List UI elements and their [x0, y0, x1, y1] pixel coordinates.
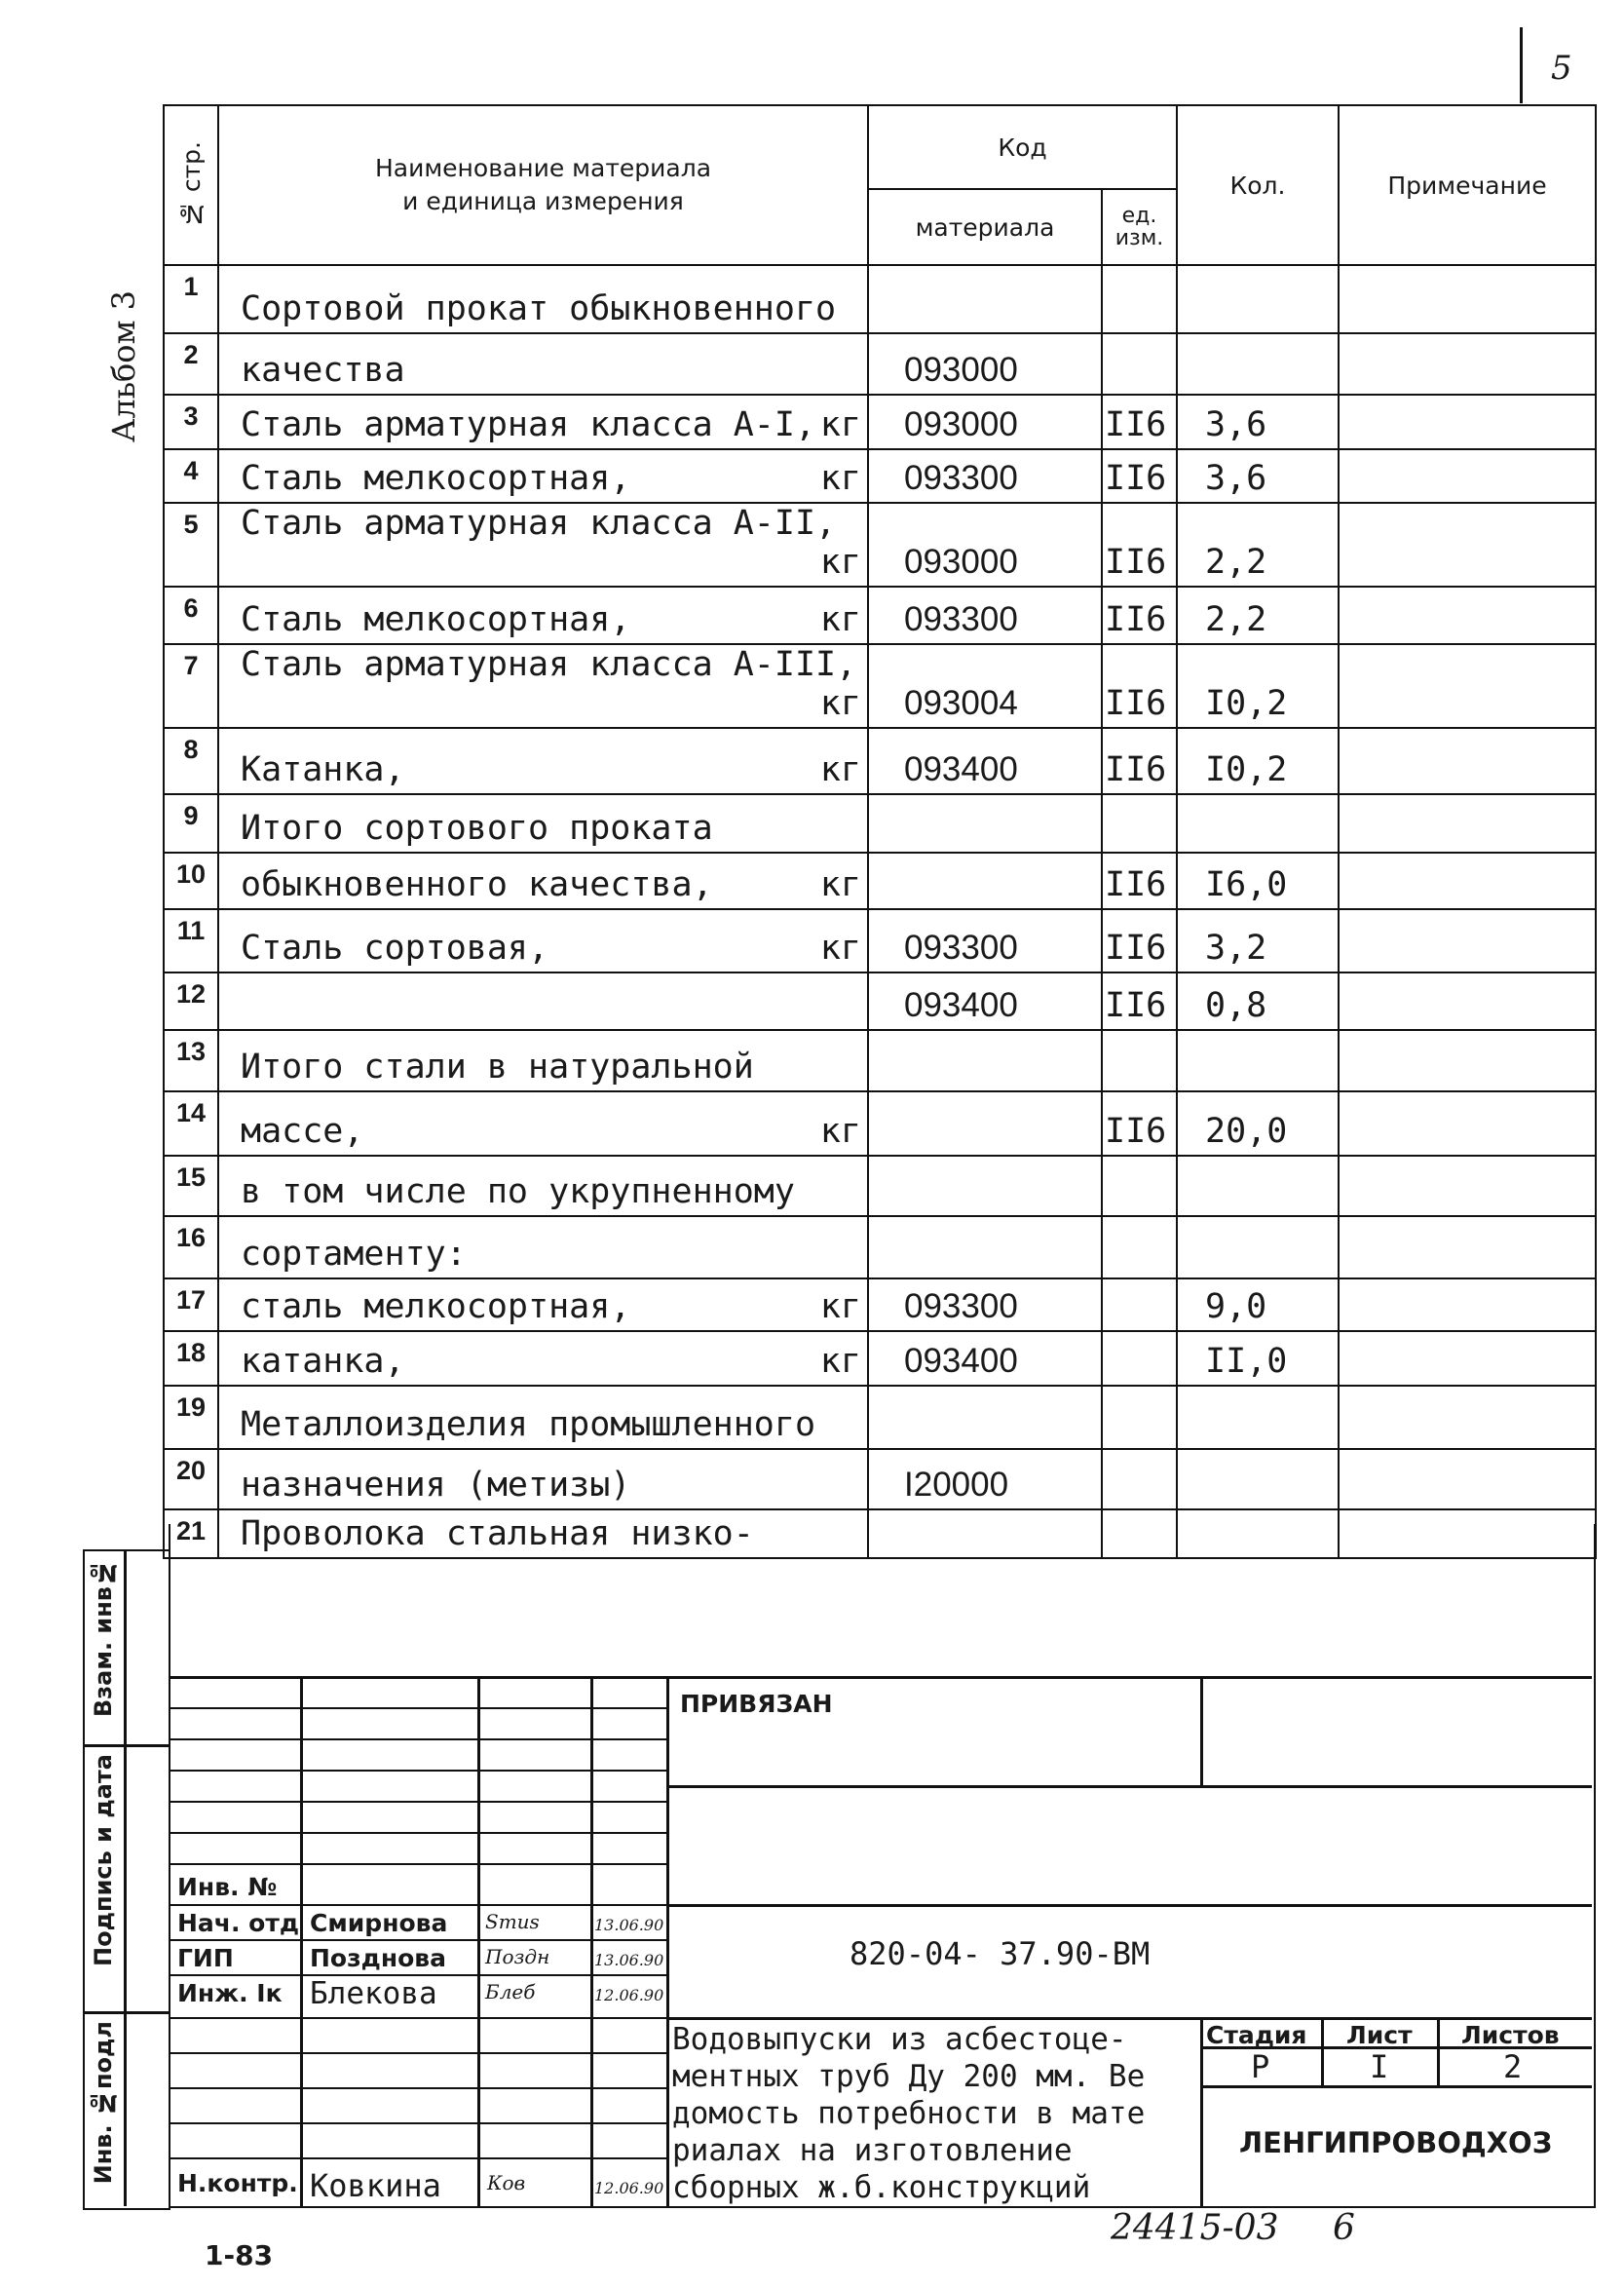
material-code [868, 794, 1102, 853]
side-stamp-podpis-data: Подпись и дата [90, 1754, 117, 1966]
material-name-cell [218, 972, 868, 1030]
row-number: 5 [164, 503, 218, 587]
page-number-divider [1520, 27, 1523, 103]
material-unit: кг [819, 600, 861, 639]
material-name-cell [218, 794, 868, 853]
signatory-role: ГИП [177, 1944, 234, 1972]
table-row [164, 644, 1596, 728]
row-number: 13 [164, 1030, 218, 1091]
unit-code [1102, 1278, 1177, 1331]
n-kontr-name: Ковкина [310, 2167, 441, 2204]
n-kontr-signature: Ков [487, 2171, 526, 2194]
unit-code: II6 [1102, 449, 1177, 503]
material-name-cell [218, 1449, 868, 1509]
note-cell [1339, 853, 1596, 909]
material-name: Сталь арматурная класса А-II, [241, 504, 837, 543]
quantity [1177, 794, 1339, 853]
quantity: 3,2 [1177, 909, 1339, 972]
material-name: обыкновенного качества, [241, 865, 713, 904]
material-code: 093004 [868, 644, 1102, 728]
signatory-role: Инж. Iк [177, 1979, 283, 2007]
row-number: 7 [164, 644, 218, 728]
signatory-signature: Пoздн [485, 1945, 550, 1968]
document-description [672, 2021, 1145, 2206]
table-row [164, 1216, 1596, 1278]
quantity [1177, 1156, 1339, 1216]
quantity: 9,0 [1177, 1278, 1339, 1331]
sheet-label: Лист [1346, 2021, 1413, 2049]
material-code: 093400 [868, 728, 1102, 794]
material-name-cell [218, 1386, 868, 1449]
table-row [164, 503, 1596, 587]
note-cell [1339, 449, 1596, 503]
table-row [164, 853, 1596, 909]
table-row [164, 587, 1596, 644]
quantity: 20,0 [1177, 1091, 1339, 1156]
row-number: 6 [164, 587, 218, 644]
unit-code: II6 [1102, 909, 1177, 972]
row-number: 18 [164, 1331, 218, 1386]
material-code [868, 1030, 1102, 1091]
table-row [164, 1030, 1596, 1091]
header-code-unit: ед. изм. [1102, 189, 1177, 265]
row-number: 4 [164, 449, 218, 503]
material-name: сортаменту: [241, 1235, 467, 1274]
description-line: сборных ж.б.конструкций [672, 2170, 1091, 2205]
header-row-no [164, 105, 218, 265]
sheets-label: Листов [1461, 2021, 1560, 2049]
quantity: I6,0 [1177, 853, 1339, 909]
material-name-cell [218, 644, 868, 728]
row-number: 9 [164, 794, 218, 853]
row-number: 16 [164, 1216, 218, 1278]
table-row [164, 1331, 1596, 1386]
table-row [164, 333, 1596, 395]
row-number: 10 [164, 853, 218, 909]
organization-name: ЛЕНГИПРОВОДХОЗ [1239, 2126, 1553, 2159]
row-number: 11 [164, 909, 218, 972]
material-code: I20000 [868, 1449, 1102, 1509]
signatory-name: Блекова [310, 1976, 437, 2011]
materials-table [163, 104, 1597, 1559]
quantity [1177, 265, 1339, 333]
table-header-row [164, 105, 1596, 189]
note-cell [1339, 503, 1596, 587]
material-name: Сталь мелкосортная, [241, 459, 631, 498]
note-cell [1339, 395, 1596, 449]
table-row [164, 265, 1596, 333]
material-name-cell [218, 1216, 868, 1278]
description-line: ментных труб Ду 200 мм. Ве [672, 2059, 1146, 2094]
material-name: Сталь арматурная класса А-I, [241, 405, 816, 444]
note-cell [1339, 909, 1596, 972]
unit-code: II6 [1102, 853, 1177, 909]
material-name: Сталь мелкосортная, [241, 600, 631, 639]
description-line: домость потребности в мате [672, 2096, 1146, 2131]
note-cell [1339, 1449, 1596, 1509]
material-name-cell [218, 449, 868, 503]
note-cell [1339, 1091, 1596, 1156]
material-name: назначения (метизы) [241, 1466, 631, 1505]
material-code: 093000 [868, 333, 1102, 395]
material-name: Сталь сортовая, [241, 929, 549, 968]
quantity: 3,6 [1177, 449, 1339, 503]
note-cell [1339, 1278, 1596, 1331]
header-name: Наименование материала и единица измерения [218, 105, 868, 265]
material-code [868, 1216, 1102, 1278]
note-cell [1339, 587, 1596, 644]
table-row [164, 972, 1596, 1030]
description-line: Водовыпуски из асбестоце- [672, 2022, 1127, 2057]
signatory-date: 13.06.90 [594, 1916, 664, 1934]
material-name: сталь мелкосортная, [241, 1287, 631, 1326]
table-row [164, 794, 1596, 853]
unit-code: II6 [1102, 395, 1177, 449]
material-code: 093400 [868, 1331, 1102, 1386]
quantity [1177, 1449, 1339, 1509]
header-qty: Кол. [1177, 105, 1339, 265]
material-code: 093300 [868, 587, 1102, 644]
material-name: Металлоизделия промышленного [241, 1405, 816, 1444]
material-code [868, 1386, 1102, 1449]
material-unit: кг [819, 1287, 861, 1326]
privyazan-label: ПРИВЯЗАН [680, 1690, 833, 1718]
note-cell [1339, 1331, 1596, 1386]
material-name: качества [241, 351, 405, 390]
material-name: в том числе по укрупненному [241, 1172, 795, 1211]
unit-code: II6 [1102, 503, 1177, 587]
footer-copy: 6 [1333, 2208, 1355, 2248]
quantity: 2,2 [1177, 587, 1339, 644]
quantity: I0,2 [1177, 728, 1339, 794]
row-number: 1 [164, 265, 218, 333]
material-name: Катанка, [241, 750, 405, 789]
material-unit: кг [819, 405, 861, 444]
quantity: 0,8 [1177, 972, 1339, 1030]
table-row [164, 1449, 1596, 1509]
unit-code: II6 [1102, 587, 1177, 644]
unit-code [1102, 1331, 1177, 1386]
unit-code [1102, 265, 1177, 333]
material-name-cell [218, 728, 868, 794]
unit-code: II6 [1102, 728, 1177, 794]
note-cell [1339, 644, 1596, 728]
row-number: 20 [164, 1449, 218, 1509]
material-unit: кг [819, 1112, 861, 1151]
doc-code-text: 820-04- 37.90-ВМ [850, 1935, 1151, 1972]
header-code: Код [868, 105, 1177, 189]
row-number: 19 [164, 1386, 218, 1449]
note-cell [1339, 972, 1596, 1030]
note-cell [1339, 333, 1596, 395]
material-unit: кг [819, 750, 861, 789]
unit-code [1102, 1030, 1177, 1091]
unit-code [1102, 794, 1177, 853]
signatory-name: Смирнова [310, 1909, 448, 1937]
material-name-cell [218, 503, 868, 587]
row-number: 8 [164, 728, 218, 794]
material-name-cell [218, 587, 868, 644]
material-name: Проволока стальная низко- [241, 1514, 754, 1553]
table-row [164, 1091, 1596, 1156]
note-cell [1339, 794, 1596, 853]
quantity: I0,2 [1177, 644, 1339, 728]
quantity: 2,2 [1177, 503, 1339, 587]
stage-value: Р [1251, 2048, 1270, 2085]
inv-no-label: Инв. № [177, 1873, 278, 1901]
table-row [164, 449, 1596, 503]
row-number: 21 [164, 1509, 218, 1558]
unit-code: II6 [1102, 1091, 1177, 1156]
material-code: 093400 [868, 972, 1102, 1030]
footer-left: 1-83 [205, 2239, 274, 2271]
material-code: 093300 [868, 909, 1102, 972]
quantity: II,0 [1177, 1331, 1339, 1386]
quantity [1177, 1030, 1339, 1091]
sheets-value: 2 [1503, 2048, 1523, 2085]
material-name-cell [218, 853, 868, 909]
table-row [164, 1156, 1596, 1216]
material-unit: кг [819, 865, 861, 904]
material-code [868, 265, 1102, 333]
unit-code: II6 [1102, 644, 1177, 728]
note-cell [1339, 1030, 1596, 1091]
row-number: 14 [164, 1091, 218, 1156]
row-number: 3 [164, 395, 218, 449]
material-name: Сортовой прокат обыкновенного [241, 289, 837, 328]
unit-code [1102, 1156, 1177, 1216]
material-name-cell [218, 265, 868, 333]
unit-code [1102, 1386, 1177, 1449]
header-note: Примечание [1339, 105, 1596, 265]
material-name-cell [218, 1156, 868, 1216]
signatory-date: 12.06.90 [594, 1986, 664, 2004]
material-name-cell [218, 909, 868, 972]
note-cell [1339, 1156, 1596, 1216]
signatory-role: Нач. отд [177, 1909, 300, 1937]
signatory-name: Позднова [310, 1944, 446, 1972]
unit-code [1102, 1216, 1177, 1278]
signatory-signature: Блеб [485, 1980, 536, 2003]
note-cell [1339, 1386, 1596, 1449]
material-unit: кг [819, 684, 861, 723]
quantity: 3,6 [1177, 395, 1339, 449]
side-stamp-inv-podl: Инв. №подл [90, 2021, 117, 2185]
quantity [1177, 1386, 1339, 1449]
n-kontr-role: Н.контр. [177, 2169, 298, 2197]
material-name-cell [218, 1030, 868, 1091]
header-code-material: материала [868, 189, 1102, 265]
material-name-cell [218, 1278, 868, 1331]
unit-code: II6 [1102, 972, 1177, 1030]
album-label: Альбом 3 [105, 290, 142, 442]
material-code: 093000 [868, 395, 1102, 449]
row-number: 17 [164, 1278, 218, 1331]
n-kontr-date: 12.06.90 [594, 2179, 664, 2197]
table-row [164, 1278, 1596, 1331]
quantity [1177, 1216, 1339, 1278]
material-name: катанка, [241, 1342, 405, 1381]
doc-code [850, 1935, 1150, 1972]
material-unit: кг [819, 543, 861, 582]
note-cell [1339, 1216, 1596, 1278]
material-code: 093300 [868, 1278, 1102, 1331]
description-line: риалах на изготовление [672, 2133, 1073, 2168]
material-code: 093000 [868, 503, 1102, 587]
header-row-no-text: № стр. [176, 141, 206, 229]
signatory-signature: Smus [485, 1910, 540, 1933]
note-cell [1339, 265, 1596, 333]
side-stamp-vzam-inv: Взам. инв№ [90, 1559, 117, 1718]
table-row [164, 728, 1596, 794]
material-code [868, 1091, 1102, 1156]
stage-label: Стадия [1206, 2021, 1307, 2049]
row-number: 2 [164, 333, 218, 395]
sheet-value: I [1370, 2048, 1389, 2085]
material-name-cell [218, 395, 868, 449]
material-code [868, 853, 1102, 909]
material-name: массе, [241, 1112, 364, 1151]
table-row [164, 1386, 1596, 1449]
unit-code [1102, 333, 1177, 395]
unit-code [1102, 1449, 1177, 1509]
material-unit: кг [819, 459, 861, 498]
material-name: Сталь арматурная класса А-III, [241, 645, 857, 684]
material-unit: кг [819, 929, 861, 968]
material-code [868, 1156, 1102, 1216]
material-name-cell [218, 1331, 868, 1386]
material-name-cell [218, 1091, 868, 1156]
material-code: 093300 [868, 449, 1102, 503]
note-cell [1339, 728, 1596, 794]
material-unit: кг [819, 1342, 861, 1381]
table-row [164, 909, 1596, 972]
row-number: 12 [164, 972, 218, 1030]
signatory-date: 13.06.90 [594, 1951, 664, 1969]
row-number: 15 [164, 1156, 218, 1216]
page-number: 5 [1551, 49, 1572, 88]
material-name: Итого сортового проката [241, 809, 713, 848]
footer-code: 24415-03 [1111, 2208, 1279, 2248]
table-row [164, 395, 1596, 449]
quantity [1177, 333, 1339, 395]
material-name-cell [218, 333, 868, 395]
material-name: Итого стали в натуральной [241, 1048, 754, 1087]
